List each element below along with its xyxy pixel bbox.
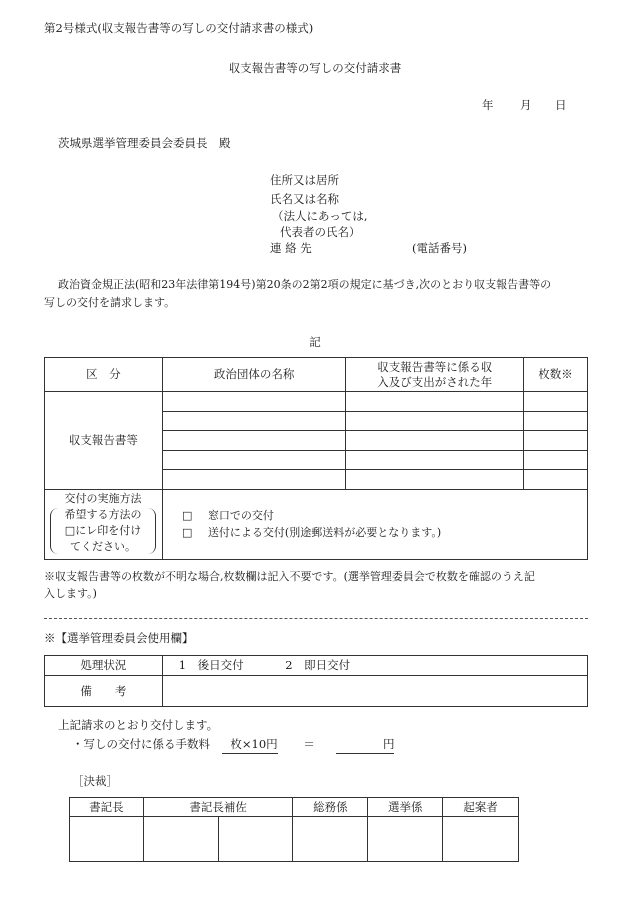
body-line-2: 写しの交付を請求します。 — [44, 296, 176, 309]
date-year: 年 — [482, 98, 494, 112]
approval-header-assistant: 書記長補佐 — [143, 798, 293, 817]
footnote-line-2: 入します。) — [44, 587, 97, 600]
applicant-corp-note-2: 代表者の氏名） — [280, 225, 361, 239]
date-day: 日 — [555, 98, 567, 112]
addressee: 茨城県選挙管理委員会委員長 殿 — [58, 136, 231, 150]
applicant-corp-note-1: （法人にあっては, — [272, 209, 368, 223]
year-input[interactable] — [346, 450, 524, 470]
remarks-label: 備 考 — [45, 676, 163, 707]
row-label: 収支報告書等 — [45, 392, 163, 490]
count-input[interactable] — [524, 450, 588, 470]
fee-total[interactable] — [336, 736, 394, 754]
status-row — [45, 656, 588, 676]
count-input[interactable] — [524, 470, 588, 490]
org-name-input[interactable] — [162, 411, 346, 431]
date-month: 月 — [520, 98, 532, 112]
table-row — [45, 392, 588, 412]
delivery-method-note-3: てください。 — [70, 540, 136, 553]
fee-prefix: ・写しの交付に係る手数料 — [72, 737, 210, 751]
status-options — [162, 656, 587, 676]
org-name-input[interactable] — [162, 450, 346, 470]
approval-header-drafter: 起案者 — [443, 798, 519, 817]
fee-equals: ＝ — [303, 737, 315, 751]
approval-header-chief: 書記長 — [70, 798, 144, 817]
checkbox-counter-pickup[interactable]: □ — [182, 509, 193, 522]
office-use-heading: ※【選挙管理委員会使用欄】 — [44, 631, 194, 645]
stamp-box[interactable] — [70, 817, 144, 862]
header-org-name: 政治団体の名称 — [162, 358, 346, 392]
header-count: 枚数※ — [524, 358, 588, 392]
org-name-input[interactable] — [162, 470, 346, 490]
approval-table — [69, 797, 519, 862]
applicant-address-label: 住所又は居所 — [270, 173, 339, 187]
header-year-line-2: 入及び支出がされた年 — [377, 374, 493, 389]
approval-header-row — [70, 798, 519, 817]
header-year-line-1: 収支報告書等に係る収 — [377, 359, 493, 374]
fee-yen: 円 — [382, 737, 395, 751]
year-input[interactable] — [346, 470, 524, 490]
option-mail-delivery[interactable] — [182, 525, 441, 541]
request-table-header — [45, 358, 588, 392]
delivery-method-title: 交付の実施方法 — [64, 492, 142, 505]
option-counter-pickup-label: 窓口での交付 — [207, 509, 274, 522]
count-input[interactable] — [524, 411, 588, 431]
delivery-method-note-2: □にレ印を付け — [64, 524, 142, 537]
footnote-line-1: ※収支報告書等の枚数が不明な場合,枚数欄は記入不要です。(選挙管理委員会で枚数を確認のうえ記 — [44, 570, 535, 583]
status-option-later[interactable]: 1 後日交付 — [178, 658, 244, 673]
fee-line — [72, 736, 394, 754]
option-counter-pickup[interactable] — [182, 508, 274, 524]
remarks-row — [45, 676, 588, 707]
remarks-input[interactable] — [162, 676, 587, 707]
option-mail-delivery-label: 送付による交付(別途郵送料が必要となります。) — [207, 526, 442, 539]
applicant-name-label: 氏名又は名称 — [270, 192, 339, 206]
applicant-phone-label: (電話番号) — [412, 241, 467, 255]
year-input[interactable] — [346, 392, 524, 412]
issue-text: 上記請求のとおり交付します。 — [58, 718, 219, 732]
form-label: 第2号様式(収支報告書等の写しの交付請求書の様式) — [44, 21, 314, 35]
office-status-table — [44, 655, 588, 707]
header-category: 区 分 — [45, 358, 163, 392]
stamp-box[interactable] — [293, 817, 368, 862]
approval-label: ［決裁］ — [72, 774, 118, 788]
stamp-box[interactable] — [443, 817, 519, 862]
ki-label: 記 — [309, 335, 321, 349]
delivery-method-note-1: 希望する方法の — [64, 508, 142, 521]
count-input[interactable] — [524, 392, 588, 412]
fee-sheet-count[interactable] — [222, 736, 278, 754]
org-name-input[interactable] — [162, 431, 346, 451]
org-name-input[interactable] — [162, 392, 346, 412]
year-input[interactable] — [346, 411, 524, 431]
fee-unit: 枚×10円 — [230, 737, 278, 751]
stamp-box[interactable] — [368, 817, 443, 862]
stamp-box[interactable] — [218, 817, 293, 862]
header-year — [346, 358, 524, 392]
status-label: 処理状況 — [45, 656, 163, 676]
count-input[interactable] — [524, 431, 588, 451]
body-line-1: 政治資金規正法(昭和23年法律第194号)第20条の2第2項の規定に基づき,次のとおり収支報告書等の — [58, 278, 552, 291]
checkbox-mail-delivery[interactable]: □ — [182, 526, 193, 539]
approval-header-general: 総務係 — [293, 798, 368, 817]
page-title: 収支報告書等の写しの交付請求書 — [228, 61, 402, 75]
approval-header-election: 選挙係 — [368, 798, 443, 817]
year-input[interactable] — [346, 431, 524, 451]
applicant-contact-label: 連 絡 先 — [270, 241, 312, 255]
status-option-same-day[interactable]: 2 即日交付 — [285, 658, 351, 673]
approval-stamp-row — [70, 817, 519, 862]
cut-line — [44, 618, 588, 619]
stamp-box[interactable] — [143, 817, 218, 862]
